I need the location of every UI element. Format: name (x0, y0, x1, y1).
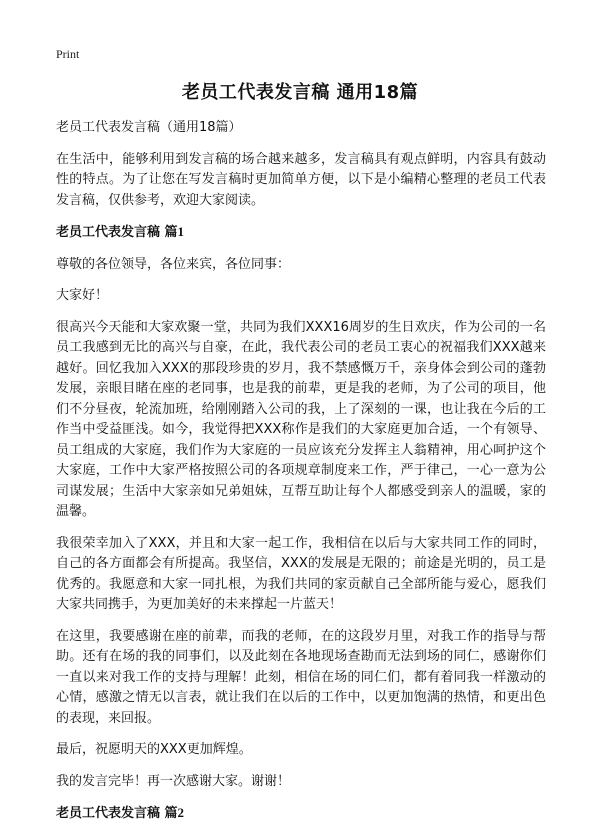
intro-paragraph: 在生活中，能够利用到发言稿的场合越来越多，发言稿具有观点鲜明，内容具有鼓动性的特点。为了让您在写发言稿时更加简单方便，以下是小编精心整理的老员工代表发言稿，仅供参考，欢迎大家阅读。 (56, 151, 546, 208)
paragraph: 我的发言完毕！再一次感谢大家。谢谢！ (56, 773, 291, 789)
document-body (56, 118, 546, 836)
section-heading-text: 老员工代表发言稿 (56, 225, 161, 240)
section-heading-text: 老员工代表发言稿 (56, 806, 161, 821)
paragraph: 在这里，我要感谢在座的前辈，而我的老师，在的这段岁月里，对我工作的指导与帮助。还有在场的我的同事们，以及此刻在各地现场查勘而无法到场的同仁，感谢你们一直以来对我工作的支持与理解！此刻，相信在场的同仁们，都有着同我一样激动的心情，感激之情无以言表，就让我们在以后的工作中，以更加饱满的热情，和更出色的表现，来回报。 (56, 628, 546, 726)
paragraph: 尊敬的各位领导，各位来宾，各位同事： (56, 256, 291, 272)
section-heading (56, 803, 546, 825)
document-subtitle: 老员工代表发言稿（通用18篇） (56, 120, 242, 135)
paragraph: 很高兴今天能和大家欢聚一堂，共同为我们XXX16周岁的生日欢庆，作为公司的一名员工我感到无比的高兴与自豪，在此，我代表公司的老员工衷心的祝福我们XXX越来越好。回忆我加入XXX的那段珍贵的岁月，我不禁感慨万千，亲身体会到公司的蓬勃发展，亲眼目睹在座的老同事，也是我的前辈，更是我的老师，为了公司的项目，他们不分昼夜，轮流加班，给刚刚踏入公司的我，上了深刻的一课，也让我在今后的工作当中受益匪浅。如今，我觉得把XXX称作是我们的大家庭更加合适，一个有领导、员工组成的大家庭，我们作为大家庭的一员应该充分发挥主人翁精神，用心呵护这个大家庭，工作中大家严格按照公司的各项规章制度来工作，严于律己，一心一意为公司谋发展；生活中大家亲如兄弟姐妹，互帮互助让每个人都感受到亲人的温暖，家的温馨。 (56, 319, 546, 519)
document-title: 老员工代表发言稿 通用18篇 (181, 82, 419, 103)
paragraph: 我很荣幸加入了XXX，并且和大家一起工作，我相信在以后与大家共同工作的同时，自己的各方面都会有所提高。我坚信，XXX的发展是无限的；前途是光明的，员工是优秀的。我愿意和大家一同扎根，为我们共同的家贡献自己全部所能与爱心，愿我们大家共同携手，为更加美好的未来撑起一片蓝天！ (56, 535, 546, 612)
section-heading-number: 篇2 (164, 805, 185, 820)
print-label: Print (56, 47, 80, 61)
section-heading (56, 222, 546, 244)
section-heading-number: 篇1 (164, 224, 185, 239)
paragraph: 最后，祝愿明天的XXX更加辉煌。 (56, 742, 252, 757)
paragraph: 大家好！ (56, 288, 109, 303)
